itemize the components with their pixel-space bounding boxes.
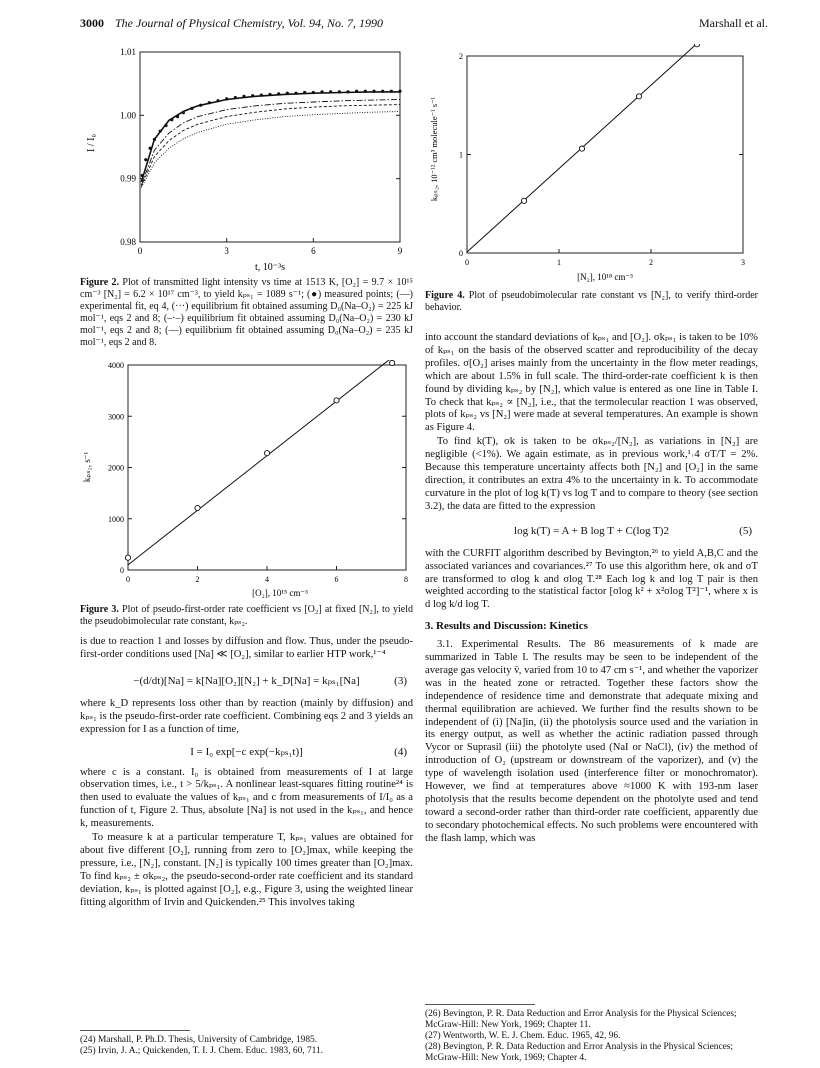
fig2-measured-point	[355, 90, 358, 93]
fig2-measured-point	[277, 92, 280, 95]
fig3-caption-label: Figure 3.	[80, 604, 119, 615]
figure-2-plot	[80, 40, 410, 275]
fig2-measured-point	[251, 94, 254, 97]
fig4-ylabel: kₚₛ₂, 10⁻¹² cm³ molecule⁻¹ s⁻¹	[429, 96, 439, 202]
fig2-measured-point	[234, 96, 237, 99]
fig2-measured-point	[381, 90, 384, 93]
fig2-measured-point	[329, 90, 332, 93]
fig2-measured-point	[286, 92, 289, 95]
fig3-ylabel: kₚₛ₁, s⁻¹	[82, 451, 92, 483]
equation-4-number: (4)	[394, 745, 407, 758]
footnote-25: (25) Irvin, J. A.; Quickenden, T. I. J. Chem. Educ. 1983, 60, 711.	[80, 1046, 324, 1056]
running-header	[80, 16, 383, 31]
fig2-measured-point	[153, 138, 156, 141]
fig4-data-point	[521, 198, 526, 203]
equation-4	[80, 743, 413, 761]
fig3-xtick-label: 4	[265, 575, 269, 584]
fig2-measured-point	[260, 93, 263, 96]
fig3-data-point	[125, 555, 130, 560]
footnote-26: (26) Bevington, P. R. Data Reduction and Error Analysis for the Physical Sciences; McGraw-Hill: New York, 1969; Chapter 11.	[425, 1009, 737, 1030]
fig2-measured-point	[199, 104, 202, 107]
footnote-27: (27) Wentworth, W. E. J. Chem. Educ. 1965, 42, 96.	[425, 1031, 621, 1041]
fig2-measured-point	[268, 93, 271, 96]
fig2-measured-point	[242, 95, 245, 98]
equation-4-body: I = I₀ exp[−c exp(−kₚₛ₁t)]	[190, 745, 303, 758]
left-column-text	[80, 636, 413, 911]
fig4-fit-line	[467, 44, 743, 252]
header-authors: Marshall et al.	[699, 16, 768, 30]
fig2-measured-point	[149, 147, 152, 150]
fig2-ytick-label: 0.99	[120, 173, 136, 184]
fig2-ytick-label: 0.98	[120, 237, 136, 247]
equation-5-body: log k(T) = A + B log T + C(log T)2	[514, 524, 669, 537]
fig4-xtick-label: 2	[649, 258, 653, 267]
equation-3-body: −(d/dt)[Na] = k[Na][O₂][N₂] + k_D[Na] = kₚₛ₁[Na]	[133, 674, 360, 687]
fig3-ytick-label: 0	[120, 566, 124, 575]
fig2-measured-point	[159, 130, 162, 133]
footnote-rule	[425, 1004, 535, 1005]
left-paragraph-2: where k_D represents loss other than by reaction (mainly by diffusion) and kₚₛ₁ is the pseudo-first-order rate coefficient. Combining eqs 2 and 3 yields an expression for I as a function of time,	[80, 697, 413, 735]
figure-4-caption	[425, 290, 758, 314]
fig2-measured-point	[176, 115, 179, 118]
fig2-caption-text: Plot of transmitted light intensity vs time at 1513 K, [O₂] = 9.7 × 10¹⁵ cm⁻³ [N₂] = 6.2 × 10¹⁷ cm⁻³, to yield kₚₛ₁ = 1089 s⁻¹; (●) measured points; (—) experimental fit, eq 4, (···) equilibrium fit obtained assuming D₀(Na–O₂) = 225 kJ mol⁻¹, eqs 2 and 8; (–·–) equilibrium fit obtained assuming D₀(Na–O₂) = 230 kJ mol⁻¹, eqs 2 and 8; (––) equilibrium fit obtained assuming D₀(Na–O₂) = 235 kJ mol⁻¹, eqs 2 and 8.	[80, 277, 413, 348]
fig4-caption-text: Plot of pseudobimolecular rate constant vs [N₂], to verify third-order behavior.	[425, 290, 759, 313]
fig3-ytick-label: 1000	[108, 514, 124, 524]
fig2-fit-curve-3	[141, 105, 400, 187]
fig2-measured-point	[390, 90, 393, 93]
fig3-frame	[128, 365, 406, 570]
fig2-measured-point	[303, 91, 306, 94]
fig4-xtick-label: 1	[557, 258, 561, 267]
fig2-measured-point	[338, 90, 341, 93]
fig2-measured-point	[294, 92, 297, 95]
fig2-measured-point	[208, 101, 211, 104]
fig2-xtick-label: 9	[397, 246, 403, 256]
fig4-xlabel: [N₂], 10¹⁸ cm⁻³	[577, 272, 633, 282]
fig3-xtick-label: 6	[334, 575, 339, 584]
fig2-measured-point	[346, 90, 349, 93]
right-column-text	[425, 332, 758, 847]
fig3-xtick-label: 8	[404, 575, 408, 584]
fig2-measured-point	[320, 90, 323, 93]
left-paragraph-3: where c is a constant. I₀ is obtained from measurements of I at large observation times, i.e., t > 5/kₚₛ₁. A nonlinear least-squares fitting routine²⁴ is then used to evaluate the values of kₚₛ₁ and c from measurements of I/I₀ as a function of t, Figure 2. Thus, absolute [Na] is not used in the kₚₛ₁, and hence k, measurements.	[80, 766, 413, 830]
left-footnotes	[80, 1030, 413, 1057]
page-number: 3000	[80, 16, 104, 30]
fig3-fit-line	[128, 360, 406, 565]
fig2-measured-point	[182, 111, 185, 114]
footnote-24: (24) Marshall, P. Ph.D. Thesis, University of Cambridge, 1985.	[80, 1035, 318, 1045]
journal-citation: The Journal of Physical Chemistry, Vol. 94, No. 7, 1990	[115, 16, 383, 30]
fig4-data-point	[579, 146, 584, 151]
equation-3-number: (3)	[394, 674, 407, 687]
fig2-fit-curve-2	[141, 100, 400, 186]
fig2-ytick-label: 1.01	[120, 47, 136, 57]
fig2-measured-point	[190, 107, 193, 110]
figure-4-plot	[425, 44, 755, 289]
fig2-caption-label: Figure 2.	[80, 277, 120, 288]
fig3-ytick-label: 2000	[108, 463, 124, 473]
fig2-measured-point	[216, 99, 219, 102]
fig2-measured-point	[141, 174, 144, 177]
figure-2-caption	[80, 277, 413, 349]
fig2-ytick-label: 1.00	[120, 110, 136, 121]
figure-3-caption	[80, 604, 413, 628]
fig2-measured-point	[372, 90, 375, 93]
equation-5-number: (5)	[739, 524, 752, 537]
fig4-data-point	[694, 44, 699, 47]
fig4-frame	[467, 56, 743, 253]
fig2-xtick-label: 0	[137, 246, 143, 256]
fig4-caption-label: Figure 4.	[425, 290, 465, 301]
fig2-measured-point	[364, 90, 367, 93]
fig4-ytick-label: 1	[459, 150, 463, 160]
figure-3-plot	[80, 360, 415, 600]
fig3-data-point	[195, 505, 200, 510]
fig2-ylabel: I / I₀	[86, 134, 97, 152]
right-paragraph-2: To find k(T), σk is taken to be σkₚₛ₂/[N₂], as variations in [N₂] are negligible (<1%). We again estimate, as in previous work,¹˒4 σT/T = 2%. Because this temperature uncertainty affects both [N₂] and [O₂] in the same direction, it contributes an extra 4% to the uncertainty in k. To accommodate curvature in the plot of log k(T) vs log T and to compare to theory (see section 3.2), the data are fitted to the expression	[425, 436, 758, 512]
right-paragraph-1: into account the standard deviations of kₚₛ₁ and [O₂]. σkₚₛ₁ is taken to be 10% of kₚₛ₁ on the basis of the observed scatter and reproducibility of the decay profiles. σ[O₂] arises mainly from the uncertainty in the flow meter readings, which are about 1.5% in full scale. The third-order-rate coefficient k is then found by dividing kₚₛ₂ by [N₂], which value is entered as one line in Table I. To check that kₚₛ₂ ∝ [N₂], i.e., that the termolecular reaction 1 was observed, plots of kₚₛ₂ vs [N₂] were made at several temperatures. An example is shown as Figure 4.	[425, 332, 758, 434]
fig4-ytick-label: 0	[459, 249, 463, 258]
fig3-xtick-label: 2	[195, 575, 200, 584]
fig4-xtick-label: 0	[465, 258, 469, 267]
left-paragraph-1: is due to reaction 1 and losses by diffusion and flow. Thus, under the pseudo-first-order conditions used [Na] ≪ [O₂], similar to earlier HTP work,¹⁻⁴	[80, 636, 413, 660]
fig2-measured-point	[312, 91, 315, 94]
fig2-fit-curve-4	[141, 112, 400, 188]
fig2-frame	[140, 52, 400, 242]
fig4-xtick-label: 3	[741, 258, 745, 267]
equation-3	[80, 672, 413, 690]
left-paragraph-4: To measure k at a particular temperature T, kₚₛ₁ values are obtained for about five different [O₂], running from zero to [O₂]max, while keeping the pressure, i.e., [N₂], constant. [N₂] is typically 100 times greater than [O₂]max. To find kₚₛ₂ ± σkₚₛ₂, the pseudo-second-order rate coefficient and its standard deviation, kₚₛ₁ is plotted against [O₂], e.g., Figure 3, using the weighted linear fitting algorithm of Irvin and Quickenden.²⁵ This involves taking	[80, 832, 413, 908]
right-footnotes	[425, 1004, 758, 1064]
fig2-measured-point	[398, 90, 401, 93]
fig3-data-point	[264, 451, 269, 456]
equation-5	[425, 522, 758, 540]
section-heading-3: 3. Results and Discussion: Kinetics	[425, 620, 588, 633]
fig3-xlabel: [O₂], 10¹⁵ cm⁻³	[252, 588, 308, 598]
fig2-measured-point	[170, 118, 173, 121]
fig3-ytick-label: 3000	[108, 412, 124, 422]
right-paragraph-3: with the CURFIT algorithm described by Bevington,²⁶ to yield A,B,C and the associated variances and covariances.²⁷ To use this algorithm here, σk and σT are transformed to σlog k and σlog T.²⁸ Each log k and log T pair is then weighted according to the statistical factor [σlog k² + x²σlog T²]⁻¹, where x is d log k/d log T.	[425, 547, 758, 611]
fig2-measured-point	[144, 158, 147, 161]
fig2-measured-point	[225, 97, 228, 100]
fig3-data-point	[390, 360, 395, 365]
footnote-28: (28) Bevington, P. R. Data Reduction and Error Analysis in the Physical Sciences; McGraw-Hill: New York, 1969; Chapter 4.	[425, 1042, 734, 1063]
fig2-xtick-label: 6	[311, 246, 316, 256]
fig3-ytick-label: 4000	[108, 361, 124, 370]
fig4-ytick-label: 2	[459, 52, 463, 61]
fig2-xtick-label: 3	[224, 246, 229, 256]
right-paragraph-4: 3.1. Experimental Results. The 86 measurements of k made are summarized in Table I. The results may be seen to be independent of the average gas velocity v̄, varied from 10 to 47 cm s⁻¹, and whether the vaporizer was in the heated zone or retracted. Together these factors show the independence of residence time and demonstrate that adequate mixing and thermal equilibration are achieved. We further find the results shown to be independent of (i) [Na]in, (ii) the photolysis source used and the variation in its energy output, as well as whether the actinic radiation passed through Vycor or Suprasil (iii) the photolyte used (NaI or NaCl), (iv) the method of introduction of O₂ (upstream or downstream of the vaporizer), and (v) the type of wavelength isolation used (interference filter or monochromator). However, we find at temperatures above ≈1000 K with 193-nm laser photolysis that the results become dependent on the photolyte used and tend toward a second-order rather than third-order rate coefficient, apparently due to secondary photochemical effects. No such problems were encountered with the flash lamp, which was	[425, 639, 758, 844]
fig3-caption-text: Plot of pseudo-first-order rate coefficient vs [O₂] at fixed [N₂], to yield the pseudobimolecular rate constant, kₚₛ₂.	[80, 604, 414, 627]
fig3-xtick-label: 0	[126, 575, 130, 584]
fig4-data-point	[636, 94, 641, 99]
fig3-data-point	[334, 398, 339, 403]
fig2-xlabel: t, 10⁻³s	[255, 262, 285, 273]
footnote-rule	[80, 1030, 190, 1031]
fig2-measured-point	[164, 124, 167, 127]
